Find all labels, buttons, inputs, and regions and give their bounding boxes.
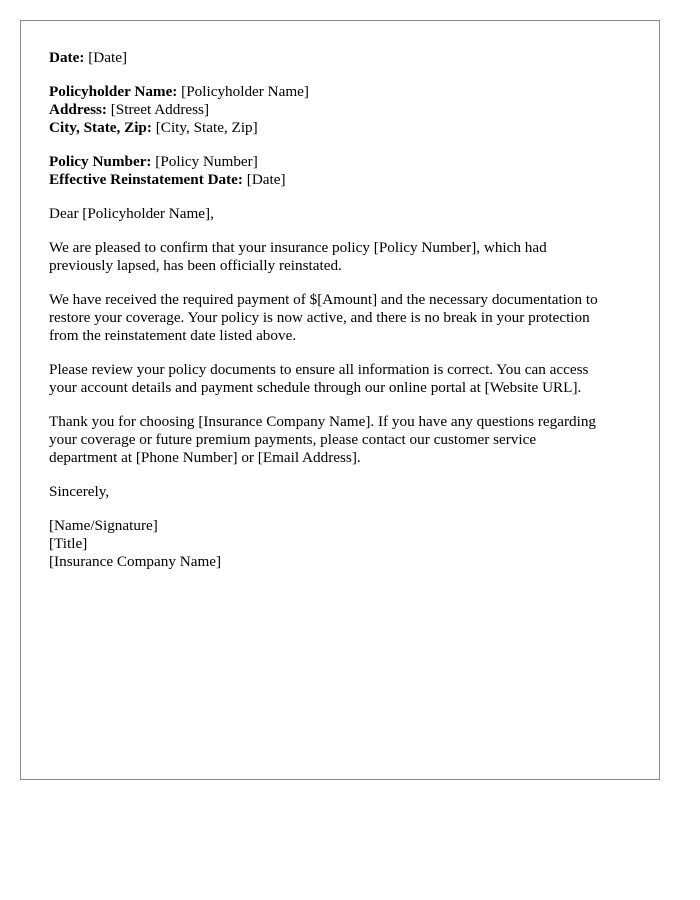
- reinstatement-date-label: Effective Reinstatement Date:: [49, 171, 243, 188]
- paragraph-review: [49, 361, 631, 397]
- paragraph-line: We are pleased to confirm that your insurance policy [Policy Number], which had: [49, 239, 547, 256]
- policy-number-line: [49, 153, 631, 171]
- paragraph-contact: [49, 413, 631, 467]
- closing: Sincerely,: [49, 483, 110, 500]
- paragraph-line: previously lapsed, has been officially reinstated.: [49, 257, 342, 274]
- policyholder-name-value: [Policyholder Name]: [181, 83, 309, 100]
- city-state-zip-value: [City, State, Zip]: [155, 119, 258, 136]
- paragraph-line: from the reinstatement date listed above.: [49, 327, 297, 344]
- paragraph-line: We have received the required payment of $[Amount] and the necessary documentation to: [49, 291, 598, 308]
- signature-block: [49, 517, 631, 571]
- policy-number-value: [Policy Number]: [155, 153, 258, 170]
- paragraph-line: Please review your policy documents to ensure all information is correct. You can access: [49, 361, 589, 378]
- policyholder-name-label: Policyholder Name:: [49, 83, 178, 100]
- policy-block: [49, 153, 631, 189]
- salutation: Dear [Policyholder Name],: [49, 205, 214, 222]
- paragraph-payment: [49, 291, 631, 345]
- paragraph-line: restore your coverage. Your policy is now active, and there is no break in your protection: [49, 309, 590, 326]
- signature-name: [Name/Signature]: [49, 517, 158, 534]
- paragraph-line: your account details and payment schedule through our online portal at [Website URL].: [49, 379, 582, 396]
- policyholder-block: [49, 83, 631, 137]
- policy-number-label: Policy Number:: [49, 153, 152, 170]
- signature-company: [Insurance Company Name]: [49, 553, 222, 570]
- address-line: [49, 101, 631, 119]
- paragraph-line: Thank you for choosing [Insurance Company Name]. If you have any questions regarding: [49, 413, 597, 430]
- date-value: [Date]: [88, 49, 128, 66]
- letter-page: [20, 20, 660, 780]
- city-state-zip-label: City, State, Zip:: [49, 119, 152, 136]
- date-block: [49, 49, 631, 67]
- address-label: Address:: [49, 101, 107, 118]
- policyholder-name-line: [49, 83, 631, 101]
- reinstatement-date-line: [49, 171, 631, 189]
- address-value: [Street Address]: [110, 101, 210, 118]
- date-label: Date:: [49, 49, 85, 66]
- paragraph-line: department at [Phone Number] or [Email Address].: [49, 449, 361, 466]
- city-state-zip-line: [49, 119, 631, 137]
- date-line: [49, 49, 631, 67]
- paragraph-confirmation: [49, 239, 631, 275]
- reinstatement-date-value: [Date]: [246, 171, 286, 188]
- signature-title: [Title]: [49, 535, 88, 552]
- paragraph-line: your coverage or future premium payments, please contact our customer service: [49, 431, 537, 448]
